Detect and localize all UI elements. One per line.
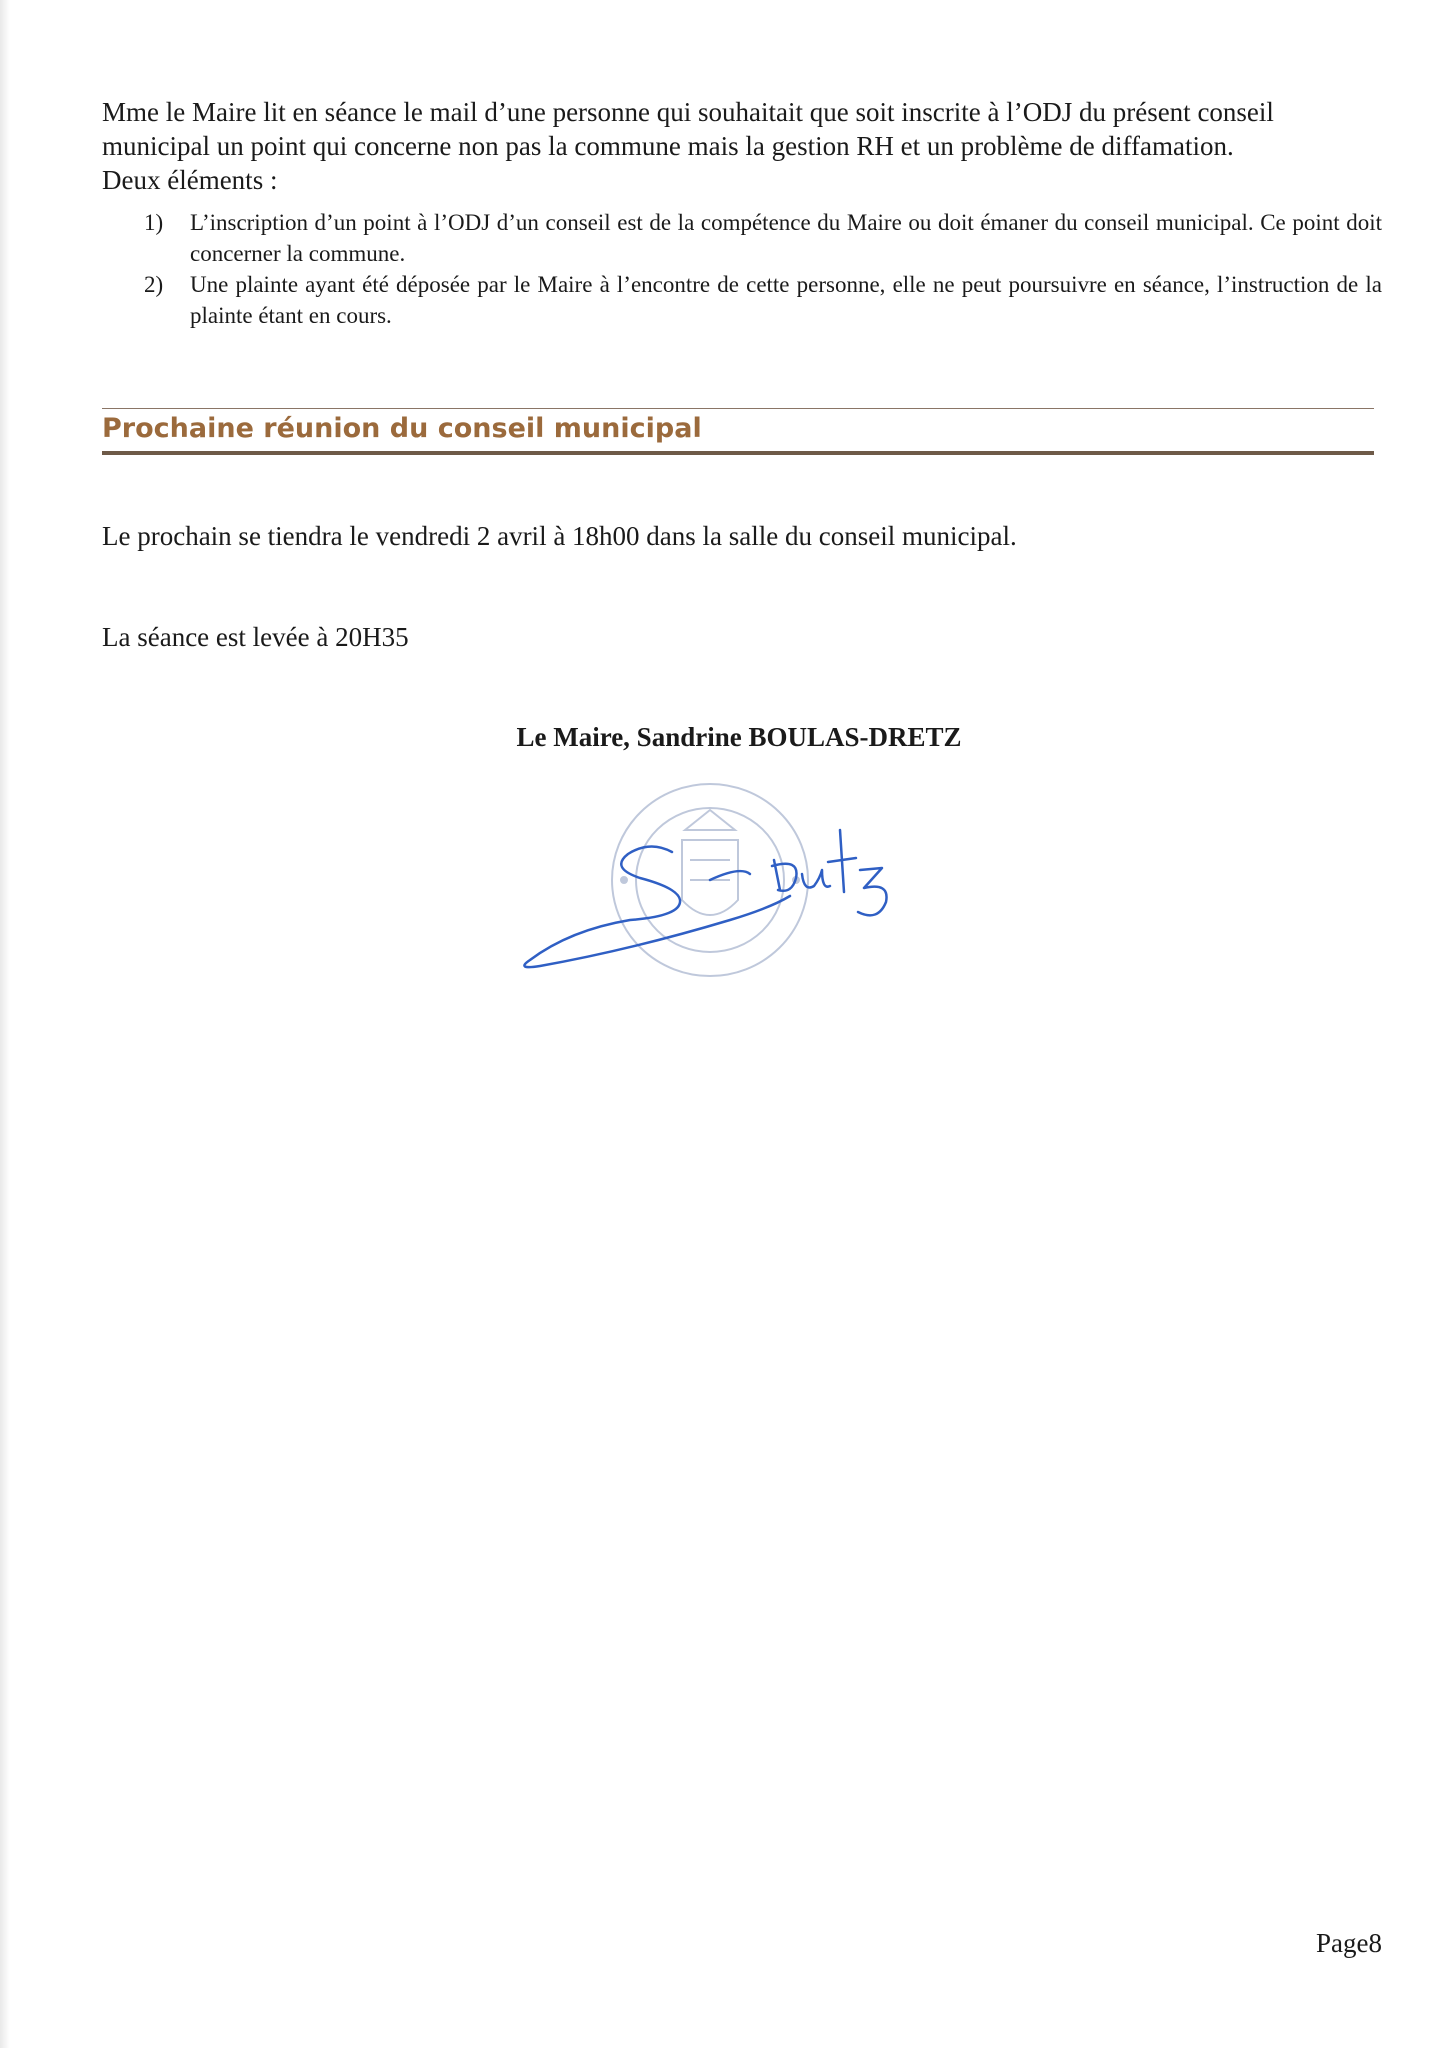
stamp-and-signature [510, 770, 930, 1000]
list-item-number: 2) [144, 272, 164, 297]
list-item [102, 269, 1382, 331]
signatory-name: Le Maire, Sandrine BOULAS-DRETZ [516, 722, 962, 752]
intro-text: Mme le Maire lit en séance le mail d’une personne qui souhaitait que soit inscrite à l’ODJ du présent conseil municipal un point qui concerne non pas la commune mais la gestion RH et un problème de diffamation. [102, 97, 1274, 161]
section-heading: Prochaine réunion du conseil municipal [102, 413, 702, 444]
list-item-text: L’inscription d’un point à l’ODJ d’un conseil est de la compétence du Maire ou doit émaner du conseil municipal. Ce point doit concerner la commune. [190, 210, 1382, 266]
intro-paragraph [102, 95, 1382, 197]
section-rule-top [102, 408, 1374, 409]
section-rule-bottom [102, 451, 1374, 455]
page-edge-shadow [0, 0, 10, 2048]
page-number: Page8 [1316, 1928, 1382, 1958]
handwritten-signature-icon [524, 830, 886, 967]
points-list [102, 207, 1382, 331]
list-item-text: Une plainte ayant été déposée par le Maire à l’encontre de cette personne, elle ne peut poursuivre en séance, l’instruction de la plainte étant en cours. [190, 272, 1382, 328]
intro-lead: Deux éléments : [102, 165, 278, 195]
next-meeting-text: Le prochain se tiendra le vendredi 2 avril à 18h00 dans la salle du conseil municipal. [102, 521, 1017, 551]
list-item-number: 1) [144, 210, 164, 235]
list-item [102, 207, 1382, 269]
closing-text: La séance est levée à 20H35 [102, 622, 409, 652]
